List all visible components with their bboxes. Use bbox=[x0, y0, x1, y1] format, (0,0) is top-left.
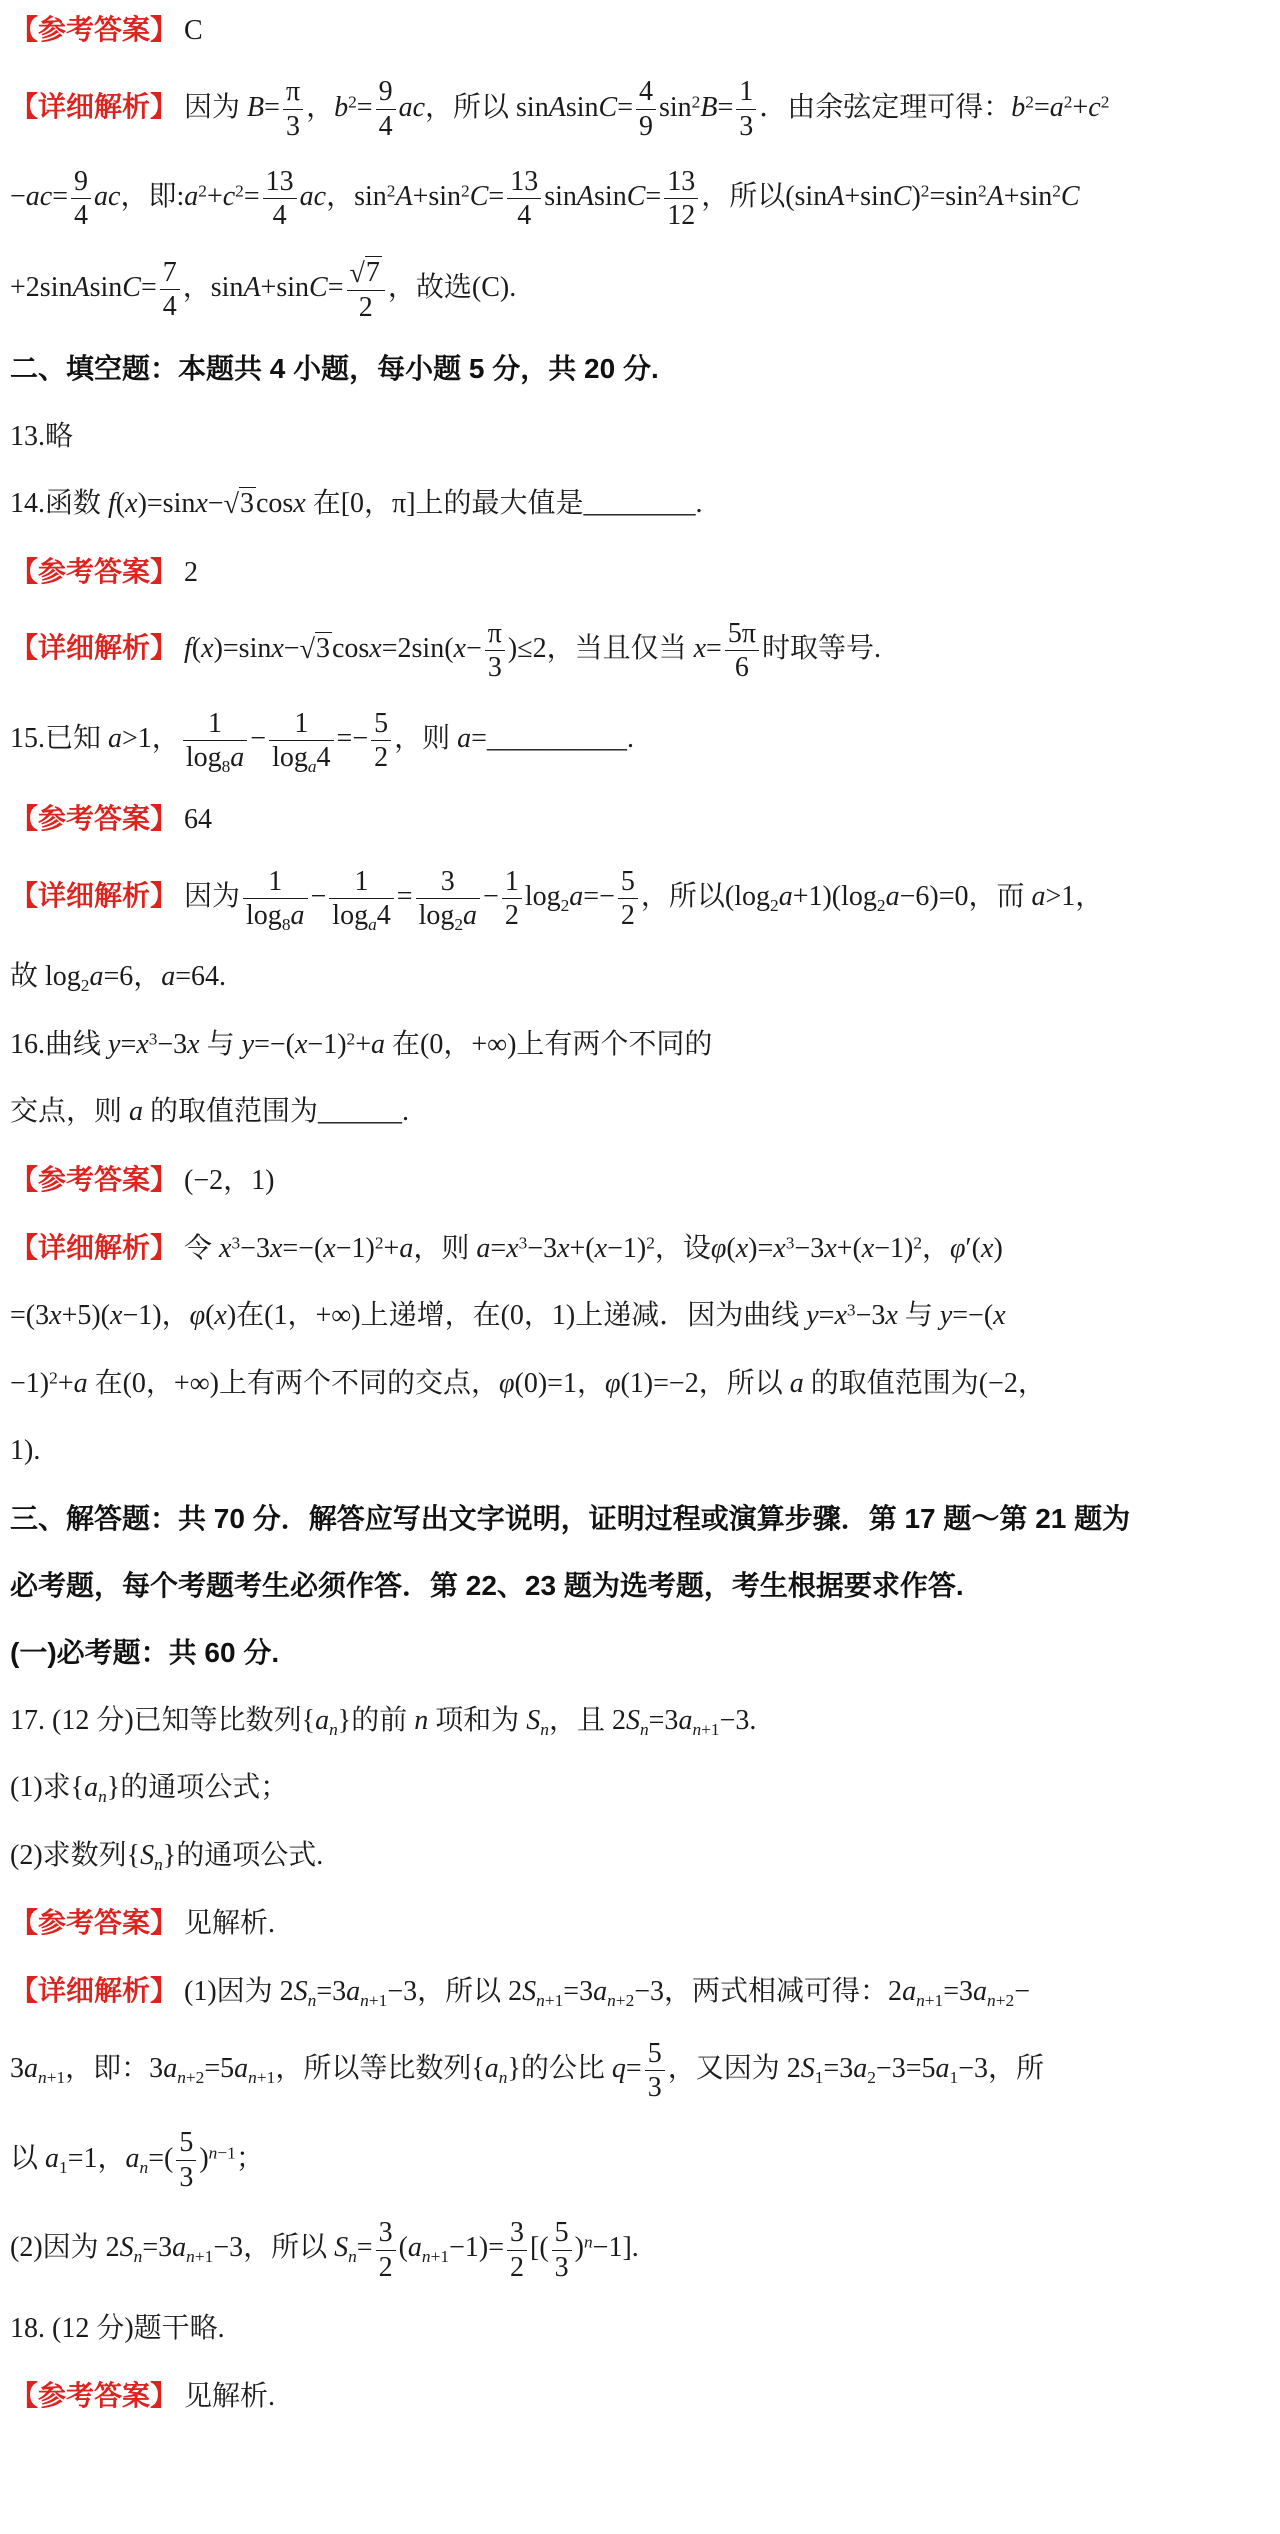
section-heading bbox=[10, 347, 1268, 390]
fraction: $\frac{\pi}{3}$ bbox=[283, 76, 303, 142]
line-content: C bbox=[184, 15, 203, 46]
fraction: $\frac{\pi}{3}$ bbox=[485, 618, 505, 684]
line-content: 13.略 bbox=[10, 420, 74, 452]
line-content: 1). bbox=[10, 1435, 41, 1467]
fraction: $\frac{1}{\log_a4}$ bbox=[269, 708, 333, 774]
line-content: 14.函数 f(x)=sinx−√3cosx 在[0，π]上的最大值是________. bbox=[10, 488, 703, 521]
fraction: $\frac{5}{2}$ bbox=[371, 708, 391, 774]
line-content: (2)求数列$\{S_n\}$的通项公式. bbox=[10, 1839, 324, 1874]
line-content: (一)必考题：共 60 分. bbox=[10, 1637, 280, 1669]
body-line bbox=[10, 1766, 1268, 1809]
solution-line bbox=[10, 618, 1268, 684]
line-content: 交点，则 a 的取值范围为______. bbox=[10, 1096, 410, 1128]
answer-line bbox=[10, 550, 1268, 594]
section-heading bbox=[10, 1631, 1268, 1674]
body-line bbox=[10, 1699, 1268, 1742]
fraction: $\frac{13}{4}$ bbox=[507, 166, 541, 232]
line-content: (−2，1) bbox=[184, 1164, 275, 1196]
line-content: 以 $a_1=1$，$a_n=$( $\frac{5}{3}$ )$^{n-1}$； bbox=[10, 2127, 264, 2193]
body-line bbox=[10, 1294, 1268, 1337]
line-content: 二、填空题：本题共 4 小题，每小题 5 分，共 20 分. bbox=[10, 353, 659, 385]
body-line bbox=[10, 482, 1268, 525]
fraction: $\frac{3}{\log_2a}$ bbox=[416, 866, 480, 932]
fraction: $\frac{13}{12}$ bbox=[664, 166, 698, 232]
answer-label: 【参考答案】 bbox=[10, 2380, 179, 2412]
line-content: 见解析. bbox=[184, 1907, 276, 1939]
answer-line bbox=[10, 797, 1268, 841]
solution-label: 【详细解析】 bbox=[10, 880, 179, 912]
fraction: $\frac{9}{4}$ bbox=[71, 166, 91, 232]
fraction: $\frac{5}{3}$ bbox=[645, 2038, 665, 2104]
line-content: 故 $\log_2a=6$，a=64. bbox=[10, 961, 227, 996]
line-content: 16.曲线 $y=x^3-3x$ 与 $y=-(x-1)^2+a$ 在(0，+∞)上有两个不同的 bbox=[10, 1028, 713, 1060]
answer-label: 【参考答案】 bbox=[10, 803, 179, 835]
line-content: (1)因为 $2S_n=3a_{n+1}-3$，所以 $2S_{n+1}=3a_{n+2}-3$，两式相减可得：$2a_{n+1}=3a_{n+2}-$ bbox=[184, 1976, 1030, 2011]
line-content: 三、解答题：共 70 分．解答应写出文字说明，证明过程或演算步骤．第 17 题～第 21 题为 bbox=[10, 1502, 1131, 1534]
solution-label: 【详细解析】 bbox=[10, 90, 179, 122]
solution-label: 【详细解析】 bbox=[10, 1975, 179, 2007]
answer-label: 【参考答案】 bbox=[10, 1906, 179, 1938]
answer-line bbox=[10, 1158, 1268, 1202]
fraction: $\frac{7}{4}$ bbox=[160, 257, 180, 323]
body-line bbox=[10, 2127, 1268, 2193]
line-content: 15.已知 a>1， $\frac{1}{\log_8a}$ − $\frac{1}{\log_a4}$ =− $\frac{5}{2}$ ，则 a=__________. bbox=[10, 707, 634, 777]
square-root: √3 bbox=[223, 488, 254, 521]
fraction: $\frac{5}{3}$ bbox=[552, 2217, 572, 2283]
body-line bbox=[10, 2038, 1268, 2104]
line-content: f(x)=sinx−√3cosx=2sin(x− $\frac{\pi}{3}$ )≤2，当且仅当 x= $\frac{5\pi}{6}$ 时取等号. bbox=[184, 617, 881, 684]
line-content: 2 bbox=[184, 556, 199, 588]
line-content: 18. (12 分)题干略. bbox=[10, 2312, 225, 2344]
body-line bbox=[10, 415, 1268, 458]
square-root: √7 bbox=[349, 256, 380, 289]
line-content: 17. (12 分)已知等比数列$\{a_n\}$的前 n 项和为 $S_n$，且 $2S_n=3a_{n+1}-3$. bbox=[10, 1704, 757, 1739]
line-content: (1)求$\{a_n\}$的通项公式； bbox=[10, 1772, 289, 1807]
fraction: $\frac{3}{2}$ bbox=[507, 2217, 527, 2283]
line-content: −1)$^2$+a 在(0，+∞)上有两个不同的交点，φ(0)=1，φ(1)=−2，所以 a 的取值范围为(−2， bbox=[10, 1367, 1046, 1399]
answer-label: 【参考答案】 bbox=[10, 555, 179, 587]
body-line bbox=[10, 166, 1268, 232]
body-line bbox=[10, 1834, 1268, 1877]
answer-line bbox=[10, 1901, 1268, 1945]
body-line bbox=[10, 1429, 1268, 1472]
line-content: =(3x+5)(x−1)，φ(x)在(1，+∞)上递增，在(0，1)上递减．因为曲线 $y=x^3-3x$ 与 y=−(x bbox=[10, 1300, 1006, 1332]
line-content: 必考题，每个考题考生必须作答．第 22、23 题为选考题，考生根据要求作答. bbox=[10, 1570, 964, 1601]
answer-label: 【参考答案】 bbox=[10, 14, 179, 45]
fraction: $\frac{√7}{2}$ bbox=[347, 256, 385, 324]
body-line bbox=[10, 1023, 1268, 1066]
section-heading bbox=[10, 1564, 1268, 1607]
body-line bbox=[10, 2307, 1268, 2350]
line-content: 64 bbox=[184, 804, 213, 836]
line-content: 令 $x^3-3x=-(x-1)^2+a$，则 $a=x^3-3x+(x-1)^2$，设$\varphi(x)=x^3-3x+(x-1)^2$，φ′(x) bbox=[184, 1233, 1003, 1265]
fraction: $\frac{1}{\log_8a}$ bbox=[183, 708, 247, 774]
answer-line bbox=[10, 8, 1268, 52]
answer-label: 【参考答案】 bbox=[10, 1163, 179, 1195]
body-line bbox=[10, 707, 1268, 777]
solution-line bbox=[10, 865, 1268, 935]
body-line bbox=[10, 256, 1268, 324]
fraction: $\frac{5}{2}$ bbox=[618, 866, 638, 932]
fraction: $\frac{5}{3}$ bbox=[176, 2127, 196, 2193]
fraction: $\frac{1}{\log_8a}$ bbox=[243, 866, 307, 932]
body-line bbox=[10, 955, 1268, 998]
solution-label: 【详细解析】 bbox=[10, 632, 179, 664]
line-content: −ac= $\frac{9}{4}$ ac，即$:a^2+c^2=$ $\frac{13}{4}$ ac，$\sin^2A+\sin^2C=$ $\frac{13}{4}$ sinAsinC= $\frac{13}{12}$ ，所以$(\sin A+\sin C)^2=\sin^2A+\sin^2C$ bbox=[10, 166, 1080, 232]
body-line bbox=[10, 1362, 1268, 1405]
document-body bbox=[10, 8, 1268, 2419]
line-content: 因为 B= $\frac{\pi}{3}$ ，$b^2=$ $\frac{9}{4}$ ac，所以 sinAsinC= $\frac{4}{9}$ $\sin^2B=$ $\frac{1}{3}$ ．由余弦定理可得：$b^2=a^2+c^2$ bbox=[184, 76, 1110, 142]
body-line bbox=[10, 2217, 1268, 2283]
solution-line bbox=[10, 1969, 1268, 2013]
fraction: $\frac{13}{4}$ bbox=[263, 166, 297, 232]
fraction: $\frac{1}{\log_a4}$ bbox=[329, 866, 393, 932]
fraction: $\frac{1}{3}$ bbox=[736, 76, 756, 142]
square-root: √3 bbox=[299, 633, 330, 666]
line-content: +2sinAsinC= $\frac{7}{4}$ ，sinA+sinC= $\frac{√7}{2}$ ，故选(C). bbox=[10, 256, 517, 324]
fraction: $\frac{5\pi}{6}$ bbox=[725, 618, 759, 684]
fraction: $\frac{9}{4}$ bbox=[376, 76, 396, 142]
section-heading bbox=[10, 1497, 1268, 1540]
line-content: 见解析. bbox=[184, 2381, 276, 2413]
fraction: $\frac{3}{2}$ bbox=[376, 2217, 396, 2283]
body-line bbox=[10, 1090, 1268, 1133]
line-content: $3a_{n+1}$，即：$3a_{n+2}=5a_{n+1}$，所以等比数列$\{a_n\}$的公比 q= $\frac{5}{3}$ ，又因为 $2S_1=3a_2-3=5a_1-3$，所 bbox=[10, 2037, 1044, 2104]
solution-line bbox=[10, 76, 1268, 142]
fraction: $\frac{4}{9}$ bbox=[636, 76, 656, 142]
solution-label: 【详细解析】 bbox=[10, 1232, 179, 1264]
line-content: (2)因为 $2S_n=3a_{n+1}-3$，所以 $S_n=$ $\frac{3}{2}$ $(a_{n+1}-1)=$ $\frac{3}{2}$ [( $\frac{5}{3}$ )$^n$−1]. bbox=[10, 2217, 639, 2283]
line-content: 因为 $\frac{1}{\log_8a}$ − $\frac{1}{\log_a4}$ = $\frac{3}{\log_2a}$ − $\frac{1}{2}$ $\log_2a=-$ $\frac{5}{2}$ ，所以$(\log_2a+1)(\log_2a-6)=0$，而 a>1， bbox=[184, 865, 1104, 935]
solution-line bbox=[10, 1226, 1268, 1270]
fraction: $\frac{1}{2}$ bbox=[502, 866, 522, 932]
answer-line bbox=[10, 2374, 1268, 2418]
